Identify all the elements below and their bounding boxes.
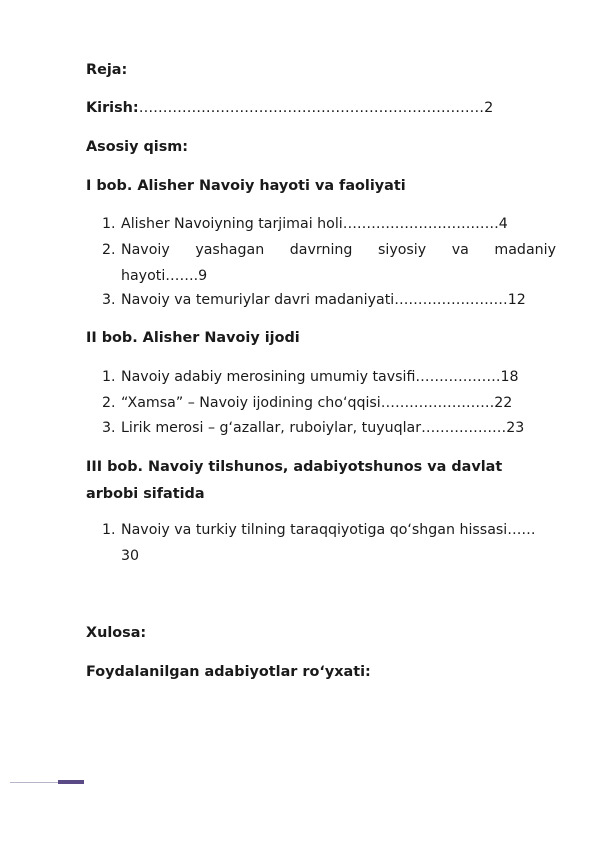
item-word: yashagan [195, 242, 265, 258]
item-continuation: hayoti…….9 [121, 268, 208, 284]
chapter-2-title: II bob. Alisher Navoiy ijodi [86, 330, 300, 346]
item-number: 2. [102, 242, 116, 258]
item-text: Alisher Navoiyning tarjimai holi……………………………4 [121, 216, 508, 232]
item-number: 3. [102, 292, 116, 308]
chapter-2-item-3 [102, 418, 524, 438]
chapter-2-item-2 [102, 393, 512, 413]
item-number: 1. [102, 522, 116, 538]
plan-title: Reja: [86, 62, 128, 78]
item-word: va [451, 242, 469, 258]
item-number: 2. [102, 395, 116, 411]
item-word: davrning [289, 242, 353, 258]
main-part-heading: Asosiy qism: [86, 139, 189, 155]
intro-label: Kirish: [86, 100, 139, 116]
chapter-2-item-1 [102, 367, 519, 387]
item-text: Navoiy adabiy merosining umumiy tavsifi………………18 [121, 369, 519, 385]
item-number: 1. [102, 216, 116, 232]
item-word: siyosiy [378, 242, 427, 258]
item-text: Navoiy va temuriylar davri madaniyati……………………12 [121, 292, 526, 308]
chapter-1-title: I bob. Alisher Navoiy hayoti va faoliyati [86, 178, 406, 194]
bibliography-heading: Foydalanilgan adabiyotlar ro‘yxati: [86, 664, 371, 680]
chapter-1-item-2 [102, 240, 556, 286]
item-word: madaniy [494, 242, 556, 258]
item-continuation: 30 [121, 548, 140, 564]
intro-page-number: 2 [484, 100, 494, 116]
chapter-1-item-1 [102, 214, 508, 234]
item-number: 1. [102, 369, 116, 385]
chapter-1-item-3 [102, 290, 526, 310]
conclusion-heading: Xulosa: [86, 625, 147, 641]
chapter-3-title: III bob. Navoiy tilshunos, adabiyotshunos va davlat arbobi sifatida [86, 459, 503, 502]
item-number: 3. [102, 420, 116, 436]
item-text: Navoiy va turkiy tilning taraqqiyotiga qo‘shgan hissasi…… [121, 522, 536, 538]
chapter-3-item-1 [102, 520, 536, 564]
intro-entry [86, 98, 493, 118]
intro-dots: ……………………………………………………………… [138, 100, 485, 116]
footer-accent-bar [58, 780, 84, 784]
item-text: “Xamsa” – Navoiy ijodining cho‘qqisi……………………22 [121, 395, 513, 411]
item-word: Navoiy [121, 242, 170, 258]
footer-rule [10, 782, 58, 783]
item-text: Lirik merosi – g‘azallar, ruboiylar, tuyuqlar………………23 [121, 420, 525, 436]
